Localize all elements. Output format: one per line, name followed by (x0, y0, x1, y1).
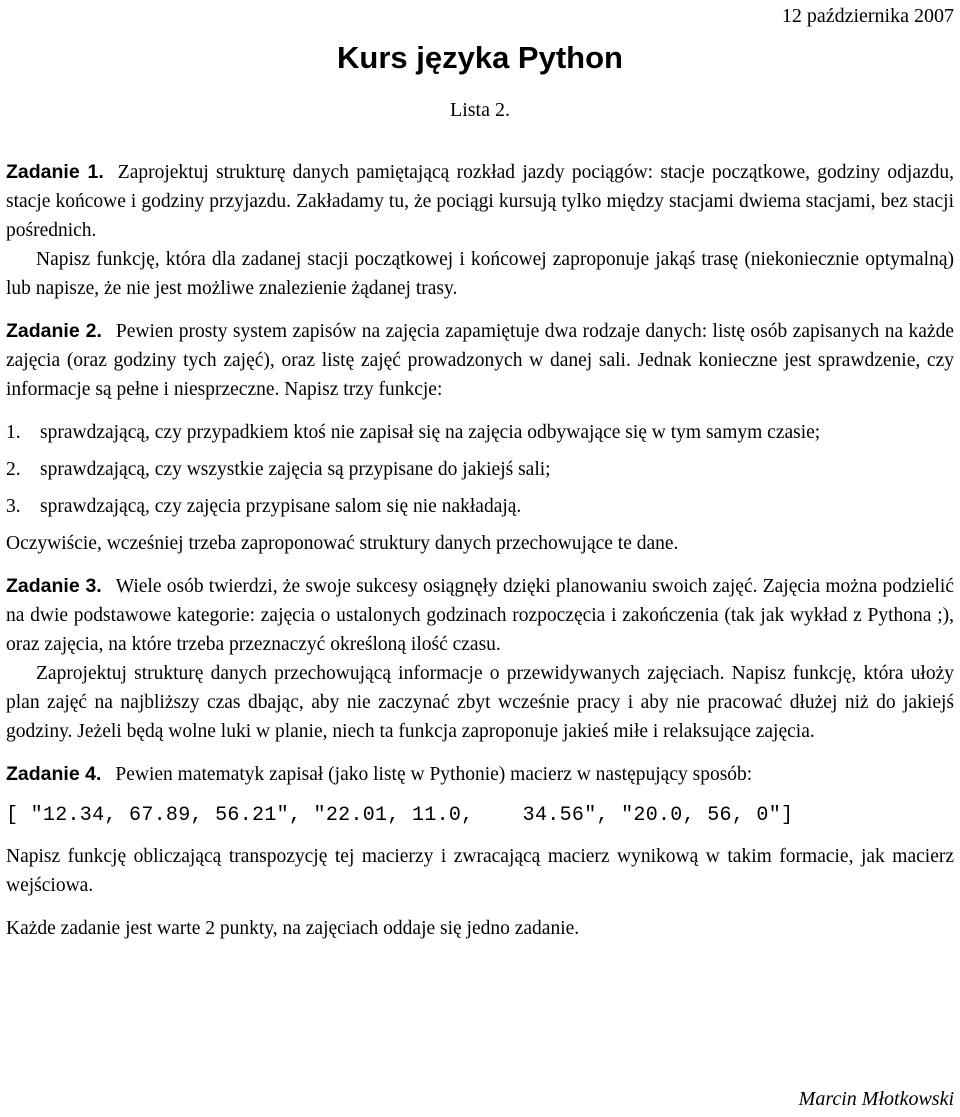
list-item-text: sprawdzającą, czy wszystkie zajęcia są przypisane do jakiejś sali; (40, 459, 551, 480)
task-2-intro-text: Pewien prosty system zapisów na zajęcia zapamiętuje dwa rodzaje danych: listę osób zapisanych na każde zajęcia (oraz godziny tych zajęć), oraz listę zajęć prowadzonych w danej sali. Jednak konieczne jest sprawdzenie, czy informacje są pełne i niesprzeczne. Napisz trzy funkcje: (6, 321, 954, 400)
task-4-intro (6, 760, 954, 789)
list-item-number: 2. (6, 459, 21, 480)
list-item-text: sprawdzającą, czy przypadkiem ktoś nie zapisał się na zajęcia odbywające się w tym samym czasie; (40, 422, 821, 443)
task-1-heading: Zadanie 1. (6, 161, 104, 183)
task-4-intro-text: Pewien matematyk zapisał (jako listę w Pythonie) macierz w następujący sposób: (115, 764, 753, 785)
task-2-outro: Oczywiście, wcześniej trzeba zaproponować struktury danych przechowujące te dane. (6, 533, 679, 554)
author-signature: Marcin Młotkowski (798, 1088, 954, 1110)
task-4 (6, 760, 954, 900)
list-item-number: 1. (6, 422, 21, 443)
task-3-heading: Zadanie 3. (6, 575, 102, 597)
task-3-paragraph-1 (6, 572, 954, 659)
task-2-heading: Zadanie 2. (6, 320, 102, 342)
task-3 (6, 572, 954, 746)
task-1 (6, 158, 954, 303)
task-2-list (6, 418, 954, 521)
list-item (6, 418, 954, 447)
task-4-outro: Napisz funkcję obliczającą transpozycję tej macierzy i zwracającą macierz wynikową w takim formacie, jak macierz wejściowa. (6, 846, 954, 896)
task-1-paragraph-2: Napisz funkcję, która dla zadanej stacji początkowej i końcowej zaproponuje jakąś trasę (niekoniecznie optymalną) lub napisze, że nie jest możliwe znalezienie żądanej trasy. (6, 249, 954, 299)
task-3-paragraph-2: Zaprojektuj strukturę danych przechowującą informacje o przewidywanych zajęciach. Napisz funkcję, która ułoży plan zajęć na najbliższy czas dbając, aby nie zaczynać zbyt wcześnie pracy i aby nie pracować dłużej niż do jakiejś godziny. Jeżeli będą wolne luki w planie, niech ta funkcja zaproponuje jakieś miłe i relaksujące zajęcia. (6, 663, 954, 742)
task-2-intro (6, 317, 954, 404)
list-item (6, 455, 954, 484)
task-1-paragraph-1 (6, 158, 954, 245)
grading-note: Każde zadanie jest warte 2 punkty, na zajęciach oddaje się jedno zadanie. (6, 918, 580, 939)
task-2 (6, 317, 954, 558)
task-1-text-1: Zaprojektuj strukturę danych pamiętającą rozkład jazdy pociągów: stacje początkowe, godziny odjazdu, stacje końcowe i godziny przyjazdu. Zakładamy tu, że pociągi kursują tylko między stacjami dwiema stacjami, bez stacji pośrednich. (6, 162, 954, 241)
task-4-heading: Zadanie 4. (6, 763, 102, 785)
list-item (6, 492, 954, 521)
document-body (6, 158, 954, 943)
list-item-text: sprawdzającą, czy zajęcia przypisane salom się nie nakładają. (40, 496, 522, 517)
list-item-number: 3. (6, 496, 21, 517)
matrix-code: [ "12.34, 67.89, 56.21", "22.01, 11.0, 34.56", "20.0, 56, 0"] (6, 804, 794, 827)
page-subtitle: Lista 2. (450, 99, 510, 121)
page-title: Kurs języka Python (337, 40, 623, 75)
task-3-text-1: Wiele osób twierdzi, że swoje sukcesy osiągnęły dzięki planowaniu swoich zajęć. Zajęcia można podzielić na dwie podstawowe kategorie: zajęcia o ustalonych godzinach rozpoczęcia i zakończenia (tak jak wykład z Pythona ;), oraz zajęcia, na które trzeba przeznaczyć określoną ilość czasu. (6, 576, 954, 655)
date: 12 października 2007 (781, 5, 954, 27)
